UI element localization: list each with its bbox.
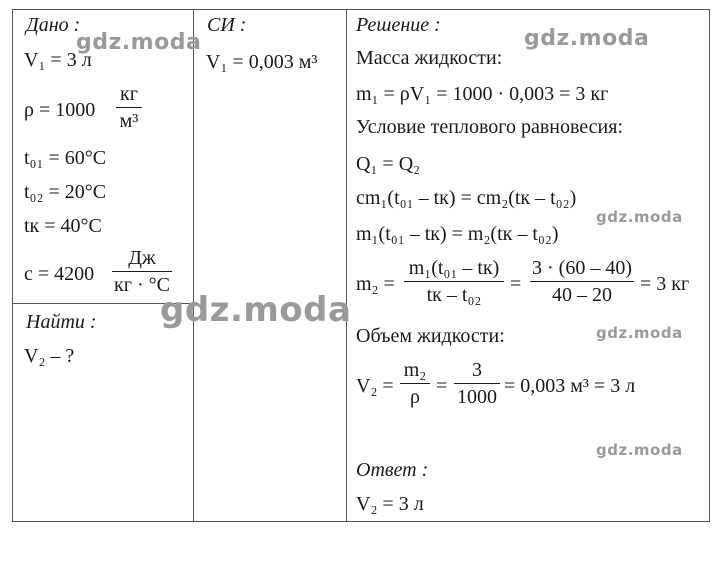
v2-fraction-1-den: ρ (410, 386, 420, 408)
given-t02: t₀₂ = 20°C (24, 181, 107, 203)
given-v1: V₁ = 3 л (24, 49, 92, 71)
m2-fraction-2-num: 3 · (60 – 40) (532, 257, 632, 279)
m2-fraction-1-den: tк – t₀₂ (426, 284, 482, 306)
v2-equals: = (436, 375, 448, 397)
m2-equals: = (510, 273, 522, 295)
si-header: СИ : (207, 14, 247, 36)
m2-lhs: m₂ = (356, 273, 395, 295)
v2-fraction-2-num: 3 (472, 359, 482, 381)
v2-fraction-1 (400, 358, 430, 409)
given-header: Дано : (26, 14, 81, 36)
si-v1: V₁ = 0,003 м³ (206, 51, 318, 73)
column-divider-given (193, 9, 194, 522)
v2-fraction-2 (454, 358, 500, 409)
heat-equality: Q₁ = Q₂ (356, 153, 421, 175)
mass-equation: m₁ = ρV₁ = 1000 · 0,003 = 3 кг (356, 83, 609, 105)
m2-fraction-1-num: m₁(t₀₁ – tк) (408, 257, 500, 279)
v2-fraction-1-num: m₂ (403, 359, 427, 381)
v2-fraction-2-den: 1000 (457, 386, 497, 408)
m2-fraction-2-den: 40 – 20 (552, 284, 612, 306)
watermark: gdz.moda (524, 26, 650, 51)
mass-label: Масса жидкости: (356, 47, 503, 69)
given-t01: t₀₁ = 60°C (24, 147, 107, 169)
given-tk: tк = 40°C (24, 215, 102, 237)
balance-label: Условие теплового равновесия: (356, 116, 624, 138)
solution-header: Решение : (356, 14, 441, 36)
watermark: gdz.moda (596, 441, 683, 459)
m2-fraction-2 (530, 256, 634, 307)
answer-value: V₂ = 3 л (356, 493, 424, 515)
find-header: Найти : (26, 311, 97, 333)
v2-result: = 0,003 м³ = 3 л (504, 375, 636, 397)
given-c-unit-den: кг · °C (114, 274, 170, 296)
heat-equation-1: cm₁(t₀₁ – tк) = cm₂(tк – t₀₂) (356, 187, 577, 209)
watermark: gdz.moda (160, 290, 352, 330)
answer-header: Ответ : (356, 459, 429, 481)
column-divider-si (346, 9, 347, 522)
given-rho: ρ = 1000 (24, 99, 96, 121)
find-v2: V₂ – ? (24, 345, 75, 367)
watermark: gdz.moda (76, 30, 202, 55)
v2-lhs: V₂ = (356, 375, 394, 397)
given-rho-unit (116, 82, 142, 133)
m2-fraction-1 (404, 256, 504, 307)
watermark: gdz.moda (596, 324, 683, 342)
heat-equation-2: m₁(t₀₁ – tк) = m₂(tк – t₀₂) (356, 223, 559, 245)
m2-result: = 3 кг (640, 273, 690, 295)
given-rho-unit-num: кг (120, 83, 138, 105)
watermark: gdz.moda (596, 208, 683, 226)
given-rho-unit-den: м³ (119, 110, 139, 132)
given-c: c = 4200 (24, 263, 95, 285)
given-c-unit-num: Дж (128, 247, 156, 269)
volume-label: Объем жидкости: (356, 325, 505, 347)
